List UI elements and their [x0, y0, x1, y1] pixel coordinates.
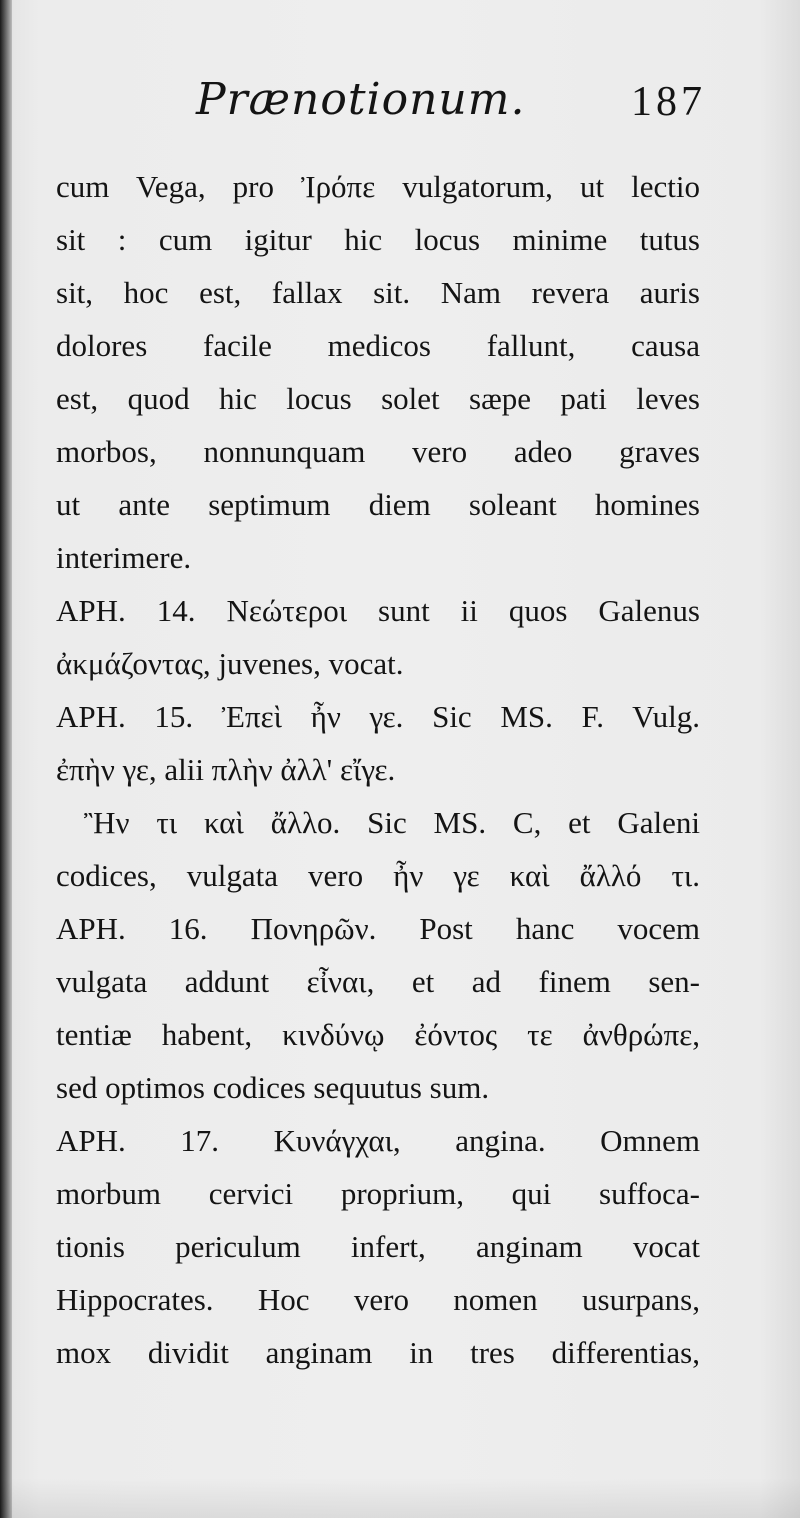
text-line: tionis periculum infert, anginam vocat [56, 1229, 700, 1264]
aphorism-15-line: APH. 15. Ἐπεὶ ἦν γε. Sic MS. F. Vulg. [56, 699, 700, 734]
running-title: Prænotionum. [196, 74, 526, 125]
text-line: ἀκμάζοντας, juvenes, vocat. [56, 646, 404, 681]
text-line: codices, vulgata vero ἦν γε καὶ ἄλλό τι. [56, 858, 700, 893]
text-line: morbum cervici proprium, qui suffoca- [56, 1176, 700, 1211]
text-line: sit : cum igitur hic locus minime tutus [56, 222, 700, 257]
aphorism-14-line: APH. 14. Νεώτεροι sunt ii quos Galenus [56, 593, 700, 628]
text-line: vulgata addunt εἶναι, et ad finem sen- [56, 964, 700, 999]
text-line: morbos, nonnunquam vero adeo graves [56, 434, 700, 469]
text-line: Ἢν τι καὶ ἄλλο. Sic MS. C, et Galeni [84, 805, 700, 840]
text-line: cum Vega, pro Ἰρόπε vulgatorum, ut lectio [56, 169, 700, 204]
text-line: ut ante septimum diem soleant homines [56, 487, 700, 522]
page-header [56, 74, 706, 138]
text-line: sed optimos codices sequutus sum. [56, 1070, 490, 1105]
aphorism-17-line: APH. 17. Κυνάγχαι, angina. Omnem [56, 1123, 700, 1158]
text-line: interimere. [56, 540, 192, 575]
text-line: sit, hoc est, fallax sit. Nam revera auris [56, 275, 700, 310]
text-line: est, quod hic locus solet sæpe pati leves [56, 381, 700, 416]
body-text [56, 160, 700, 1379]
text-line: mox dividit anginam in tres differentias, [56, 1335, 700, 1370]
text-line: tentiæ habent, κινδύνῳ ἐόντος τε ἀνθρώπε, [56, 1017, 700, 1052]
text-line: dolores facile medicos fallunt, causa [56, 328, 700, 363]
text-line: ἐπὴν γε, alii πλὴν ἀλλ' εἴγε. [56, 752, 396, 787]
page-gutter [0, 0, 12, 1518]
page-shadow [0, 1478, 800, 1518]
text-line: Hippocrates. Hoc vero nomen usurpans, [56, 1282, 700, 1317]
page-number: 187 [631, 79, 706, 125]
aphorism-16-line: APH. 16. Πονηρῶν. Post hanc vocem [56, 911, 700, 946]
